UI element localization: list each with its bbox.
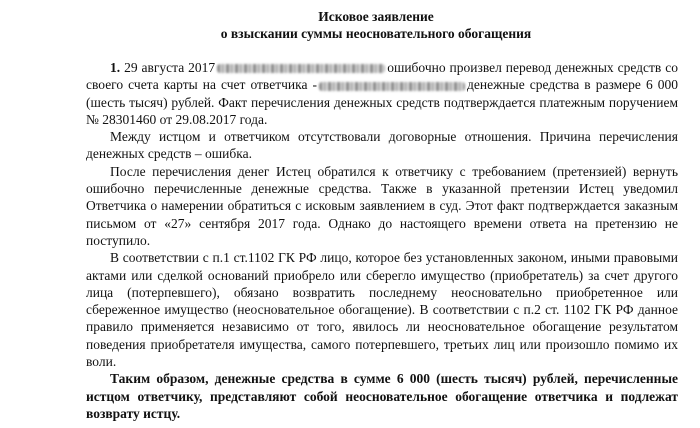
document-title [74, 8, 678, 42]
paragraph-1 [86, 59, 678, 128]
paragraph-1-end: денежные средства в размере 6 000 (шесть тысяч) рублей. Факт перечисления денежных средств подтверждается платежным поручением № 28301460 от 29.08.2017 года. [86, 77, 678, 127]
title-line-1: Исковое заявление [318, 9, 434, 24]
paragraph-1-date: 29 августа 2017 [124, 60, 216, 75]
paragraph-5-conclusion: Таким образом, денежные средства в сумме 6 000 (шесть тысяч) рублей, перечисленные истцом ответчику, представляют собой неосновательное обогащение ответчика и подлежат возврату истцу. [86, 371, 678, 421]
paragraph-2: Между истцом и ответчиком отсутствовали договорные отношения. Причина перечисления денежных средств – ошибка. [86, 129, 678, 162]
paragraph-1-middle: ошибочно произвел перевод денежных средств со своего счета карты на счет ответчика - [86, 60, 679, 93]
paragraph-number: 1. [110, 60, 121, 75]
document-page [86, 8, 678, 422]
paragraph-4: В соответствии с п.1 ст.1102 ГК РФ лицо, которое без установленных законом, иными правовыми актами или сделкой оснований приобрело или сберегло имущество (приобретатель) за счет другого лица (потерпевшего), обязано возвратить последнему неосновательно приобретенное или сбереженное имущество (неосновательное обогащение). В соответствии с п.2 ст. 1102 ГК РФ данное правило применяется независимо от того, явилось ли неосновательное обогащение результатом поведения приобретателя имущества, самого потерпевшего, третьих лиц или произошло помимо их воли. [86, 250, 678, 370]
title-line-2: о взыскании суммы неосновательного обогащения [220, 26, 532, 41]
redacted-name [217, 64, 385, 73]
paragraph-3: После перечисления денег Истец обратился к ответчику с требованием (претензией) вернуть ошибочно перечисленные денежные средства. Также в указанной претензии Истец уведомил Ответчика о намерении обратиться с исковым заявлением в суд. Этот факт подтверждается заказным письмом от «27» сентября 2017 года. Однако до настоящего времени ответа на претензию не поступило. [86, 163, 678, 248]
redacted-defendant-name [319, 82, 465, 91]
